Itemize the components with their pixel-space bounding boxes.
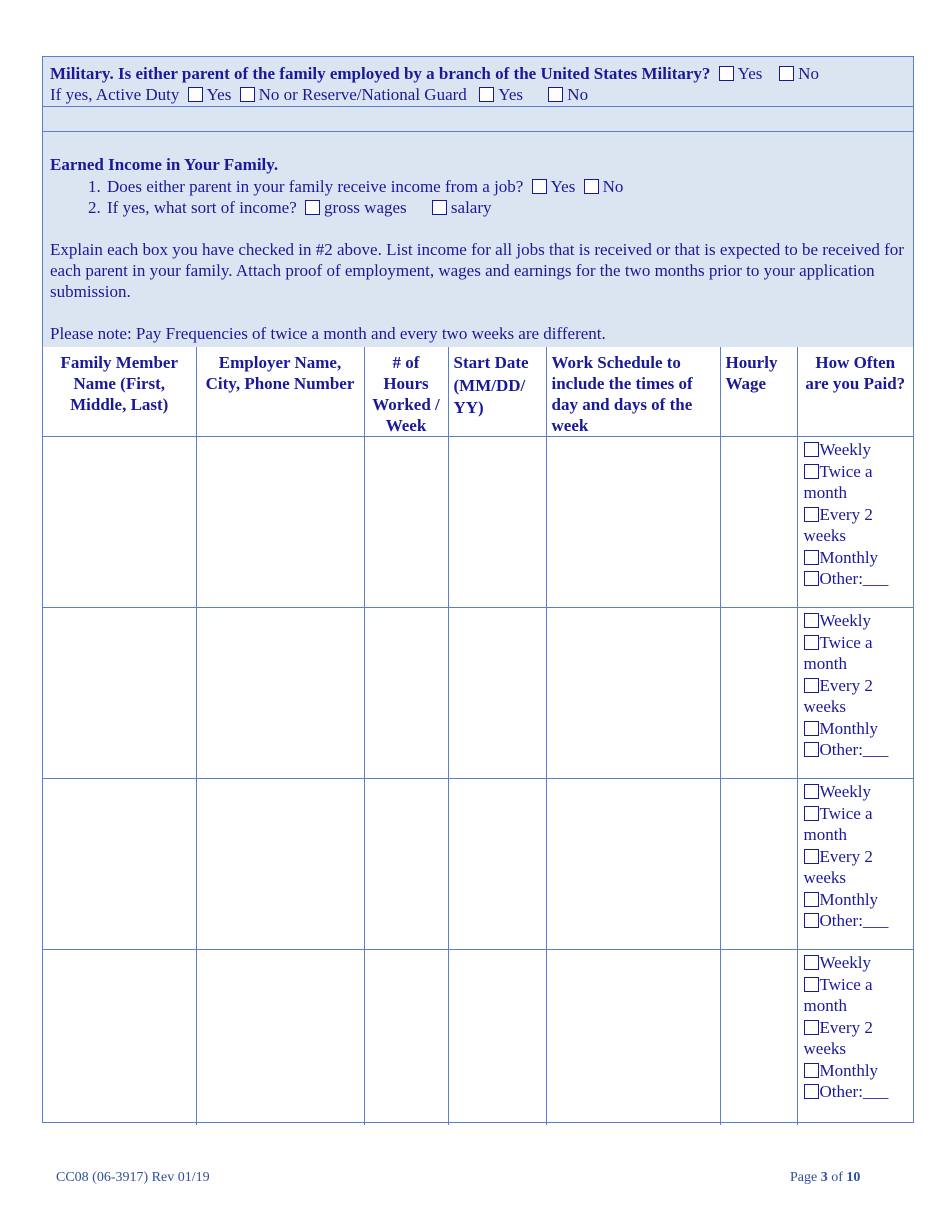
- every-2-weeks-label: Every 2: [819, 675, 873, 695]
- other-checkbox[interactable]: [804, 742, 819, 757]
- twice-a-month-checkbox[interactable]: [804, 977, 819, 992]
- explain-instructions: Explain each box you have checked in #2 above. List income for all jobs that is received or that is expected to be received for each parent in your family. Attach proof of employment, wages and earnings for the two months prior to your application submission.: [50, 240, 904, 301]
- employer-cell[interactable]: [196, 437, 364, 608]
- twice-a-month-label-cont: month: [803, 654, 847, 673]
- every-2-weeks-checkbox[interactable]: [804, 1020, 819, 1035]
- start-date-cell[interactable]: [448, 950, 546, 1126]
- earned-income-questions: [50, 176, 905, 218]
- military-yes-label: Yes: [737, 64, 763, 83]
- every-2-weeks-label-cont: weeks: [803, 526, 846, 545]
- schedule-cell[interactable]: [546, 608, 720, 779]
- every-2-weeks-label-cont: weeks: [803, 868, 846, 887]
- twice-a-month-label: Twice a: [819, 632, 873, 652]
- col-header-start-date: [448, 347, 546, 437]
- every-2-weeks-label-cont: weeks: [803, 1039, 846, 1058]
- start-date-cell[interactable]: [448, 608, 546, 779]
- reserve-no-checkbox[interactable]: [548, 87, 563, 102]
- question-2-text: If yes, what sort of income?: [107, 198, 297, 217]
- page-total: 10: [846, 1170, 861, 1185]
- question-2: [105, 197, 905, 218]
- weekly-checkbox[interactable]: [804, 955, 819, 970]
- table-row: [43, 608, 913, 779]
- pay-frequency-cell: [797, 608, 913, 779]
- other-checkbox[interactable]: [804, 913, 819, 928]
- table-row: [43, 437, 913, 608]
- weekly-label: Weekly: [819, 440, 871, 459]
- every-2-weeks-label: Every 2: [819, 1017, 873, 1037]
- col-header-pay-frequency: How Often are you Paid?: [797, 347, 913, 437]
- other-label: Other:___: [819, 1082, 889, 1101]
- military-yes-checkbox[interactable]: [719, 66, 734, 81]
- reserve-label: No or Reserve/National Guard: [258, 85, 467, 104]
- gross-wages-label: gross wages: [324, 198, 407, 217]
- military-no-checkbox[interactable]: [779, 66, 794, 81]
- table-row: [43, 779, 913, 950]
- every-2-weeks-checkbox[interactable]: [804, 678, 819, 693]
- monthly-label: Monthly: [819, 889, 879, 909]
- col-header-member: Family Member Name (First, Middle, Last): [43, 347, 196, 437]
- twice-a-month-checkbox[interactable]: [804, 464, 819, 479]
- monthly-checkbox[interactable]: [804, 550, 819, 565]
- reserve-yes-label: Yes: [498, 85, 524, 104]
- reserve-no-label: No: [567, 85, 589, 104]
- reserve-yes-checkbox[interactable]: [479, 87, 494, 102]
- gross-wages-checkbox[interactable]: [305, 200, 320, 215]
- weekly-label: Weekly: [819, 782, 871, 801]
- other-checkbox[interactable]: [804, 1084, 819, 1099]
- weekly-label: Weekly: [819, 611, 871, 630]
- job-income-yes-label: Yes: [550, 177, 576, 196]
- employer-cell[interactable]: [196, 608, 364, 779]
- schedule-cell[interactable]: [546, 437, 720, 608]
- active-duty-yes-label: Yes: [206, 85, 232, 104]
- form-id: CC08 (06-3917) Rev 01/19: [56, 1170, 210, 1185]
- col-header-hours: # of Hours Worked / Week: [364, 347, 448, 437]
- monthly-checkbox[interactable]: [804, 721, 819, 736]
- income-table: [43, 347, 913, 1125]
- twice-a-month-label: Twice a: [819, 803, 873, 823]
- hours-cell[interactable]: [364, 608, 448, 779]
- every-2-weeks-checkbox[interactable]: [804, 849, 819, 864]
- pay-frequency-cell: [797, 950, 913, 1126]
- every-2-weeks-label: Every 2: [819, 504, 873, 524]
- page-current: 3: [820, 1170, 828, 1185]
- employer-cell[interactable]: [196, 950, 364, 1126]
- other-label: Other:___: [819, 911, 889, 930]
- twice-a-month-label: Twice a: [819, 461, 873, 481]
- member-cell[interactable]: [43, 608, 196, 779]
- schedule-cell[interactable]: [546, 779, 720, 950]
- earned-income-section: [43, 132, 913, 347]
- weekly-checkbox[interactable]: [804, 784, 819, 799]
- weekly-checkbox[interactable]: [804, 613, 819, 628]
- every-2-weeks-label-cont: weeks: [803, 697, 846, 716]
- form-frame: [42, 56, 914, 1123]
- start-date-cell[interactable]: [448, 779, 546, 950]
- start-date-format: (MM/DD/ YY): [453, 376, 526, 417]
- spacer-band: [43, 107, 913, 132]
- other-label: Other:___: [819, 740, 889, 759]
- schedule-cell[interactable]: [546, 950, 720, 1126]
- every-2-weeks-checkbox[interactable]: [804, 507, 819, 522]
- start-date-title: Start Date: [453, 353, 529, 372]
- wage-cell[interactable]: [720, 437, 797, 608]
- military-section: [43, 57, 913, 107]
- salary-checkbox[interactable]: [432, 200, 447, 215]
- member-cell[interactable]: [43, 437, 196, 608]
- table-header-row: [43, 347, 913, 437]
- col-header-schedule: Work Schedule to include the times of day and days of the week: [546, 347, 720, 437]
- other-checkbox[interactable]: [804, 571, 819, 586]
- page-label: Page: [790, 1170, 818, 1185]
- member-cell[interactable]: [43, 950, 196, 1126]
- twice-a-month-checkbox[interactable]: [804, 635, 819, 650]
- col-header-wage: Hourly Wage: [720, 347, 797, 437]
- military-no-label: No: [798, 64, 819, 83]
- other-label: Other:___: [819, 569, 889, 588]
- hours-cell[interactable]: [364, 437, 448, 608]
- job-income-no-checkbox[interactable]: [584, 179, 599, 194]
- col-header-employer: Employer Name, City, Phone Number: [196, 347, 364, 437]
- twice-a-month-label-cont: month: [803, 996, 847, 1015]
- table-row: [43, 950, 913, 1126]
- monthly-checkbox[interactable]: [804, 892, 819, 907]
- active-duty-label: If yes, Active Duty: [50, 85, 180, 104]
- start-date-cell[interactable]: [448, 437, 546, 608]
- weekly-label: Weekly: [819, 953, 871, 972]
- military-question: Military. Is either parent of the family employed by a branch of the United States Military?: [50, 64, 711, 83]
- twice-a-month-label-cont: month: [803, 483, 847, 502]
- twice-a-month-label-cont: month: [803, 825, 847, 844]
- hours-cell[interactable]: [364, 950, 448, 1126]
- wage-cell[interactable]: [720, 608, 797, 779]
- twice-a-month-label: Twice a: [819, 974, 873, 994]
- pay-frequency-cell: [797, 437, 913, 608]
- job-income-yes-checkbox[interactable]: [532, 179, 547, 194]
- pay-frequency-note: Please note: Pay Frequencies of twice a month and every two weeks are different.: [50, 324, 606, 343]
- weekly-checkbox[interactable]: [804, 442, 819, 457]
- monthly-label: Monthly: [819, 718, 879, 738]
- question-1-text: Does either parent in your family receive income from a job?: [107, 177, 524, 196]
- pay-frequency-cell: [797, 779, 913, 950]
- salary-label: salary: [450, 198, 492, 217]
- of-label: of: [831, 1170, 843, 1185]
- member-cell[interactable]: [43, 779, 196, 950]
- page-number: [790, 1170, 860, 1186]
- question-1: [105, 176, 905, 197]
- monthly-label: Monthly: [819, 547, 879, 567]
- active-duty-yes-checkbox[interactable]: [188, 87, 203, 102]
- monthly-checkbox[interactable]: [804, 1063, 819, 1078]
- job-income-no-label: No: [602, 177, 624, 196]
- hours-cell[interactable]: [364, 779, 448, 950]
- wage-cell[interactable]: [720, 779, 797, 950]
- active-duty-no-checkbox[interactable]: [240, 87, 255, 102]
- wage-cell[interactable]: [720, 950, 797, 1126]
- monthly-label: Monthly: [819, 1060, 879, 1080]
- earned-income-heading: Earned Income in Your Family.: [50, 155, 279, 174]
- employer-cell[interactable]: [196, 779, 364, 950]
- twice-a-month-checkbox[interactable]: [804, 806, 819, 821]
- every-2-weeks-label: Every 2: [819, 846, 873, 866]
